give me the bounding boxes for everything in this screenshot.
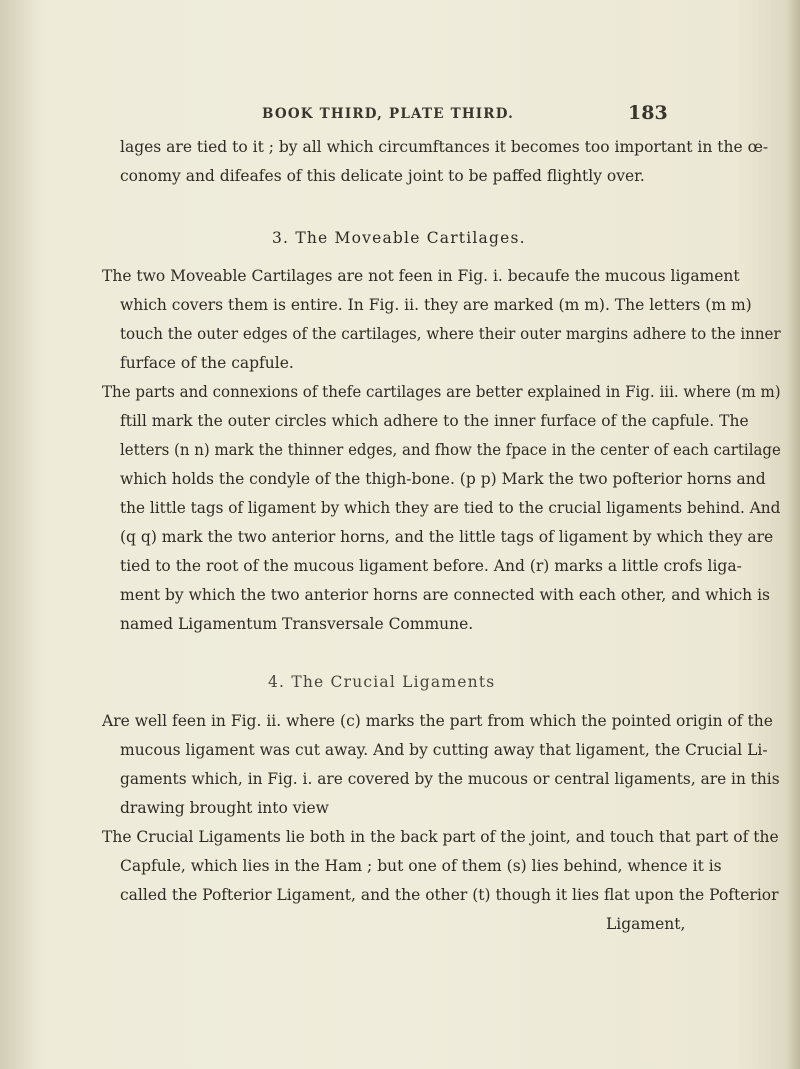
paragraph-line: which covers them is entire. In Fig. ii. they are marked (m m). The letters (m m)	[120, 296, 752, 314]
paragraph-line: ftill mark the outer circles which adhere to the inner furface of the capfule. The	[120, 412, 749, 430]
running-title: BOOK THIRD, PLATE THIRD.	[262, 106, 515, 122]
paragraph-line: The two Moveable Cartilages are not feen in Fig. i. becaufe the mucous ligament	[102, 267, 740, 285]
page-number: 183	[628, 102, 668, 124]
paragraph-line: lages are tied to it ; by all which circumftances it becomes too important in the œ-	[120, 138, 769, 156]
paragraph-line: named Ligamentum Transversale Commune.	[120, 615, 474, 633]
section-heading-crucial-ligaments: 4. The Crucial Ligaments	[268, 673, 496, 691]
paragraph-line: The Crucial Ligaments lie both in the back part of the joint, and touch that part of the	[102, 828, 779, 846]
paragraph-line: The parts and connexions of thefe cartilages are better explained in Fig. iii. where (m m)	[102, 383, 781, 401]
paragraph-line: Capfule, which lies in the Ham ; but one of them (s) lies behind, whence it is	[120, 857, 722, 875]
paragraph-line: ment by which the two anterior horns are connected with each other, and which is	[120, 586, 770, 604]
paragraph-line: tied to the root of the mucous ligament before. And (r) marks a little crofs liga-	[120, 557, 742, 575]
paragraph-line: conomy and difeafes of this delicate joint to be paffed flightly over.	[120, 167, 645, 185]
page-edge-shadow	[786, 0, 800, 1069]
paragraph-line: called the Pofterior Ligament, and the other (t) though it lies flat upon the Pofterior	[120, 886, 779, 904]
paragraph-line: Are well feen in Fig. ii. where (c) marks the part from which the pointed origin of the	[102, 712, 773, 730]
paragraph-line: drawing brought into view	[120, 799, 329, 817]
paragraph-line: mucous ligament was cut away. And by cutting away that ligament, the Crucial Li-	[120, 741, 768, 759]
page-gutter-shadow	[0, 0, 40, 1069]
paragraph-line: furface of the capfule.	[120, 354, 294, 372]
paragraph-line: touch the outer edges of the cartilages, where their outer margins adhere to the inner	[120, 325, 781, 343]
catchword: Ligament,	[606, 915, 686, 933]
paragraph-line: the little tags of ligament by which they are tied to the crucial ligaments behind. And	[120, 499, 781, 517]
paragraph-line: which holds the condyle of the thigh-bone. (p p) Mark the two pofterior horns and	[120, 470, 766, 488]
paragraph-line: (q q) mark the two anterior horns, and the little tags of ligament by which they are	[120, 528, 774, 546]
paragraph-line: letters (n n) mark the thinner edges, and fhow the fpace in the center of each cartilage	[120, 441, 781, 459]
running-head	[0, 98, 800, 128]
paragraph-line: gaments which, in Fig. i. are covered by the mucous or central ligaments, are in this	[120, 770, 780, 788]
section-heading-moveable-cartilages: 3. The Moveable Cartilages.	[272, 229, 526, 247]
